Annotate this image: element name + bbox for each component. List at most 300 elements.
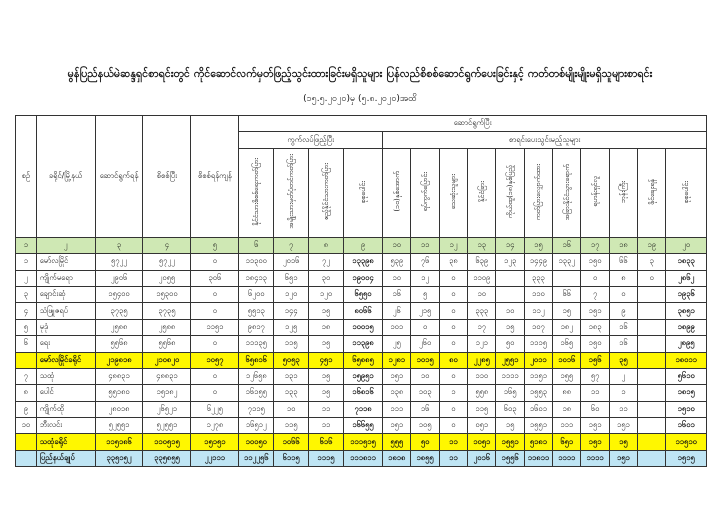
table-cell: ၅၅၅ [383, 434, 411, 450]
table-cell: ၂၆၅၂၁ [143, 401, 191, 417]
table-cell: ၀ [191, 368, 239, 384]
table-cell: ၁၅၆ [581, 352, 609, 368]
table-cell: ၃၀ [309, 270, 344, 286]
table-cell: ၀ [191, 336, 239, 352]
table-row [16, 254, 707, 270]
table-cell: ၁၀၅၁ [468, 434, 496, 450]
table-cell: ၀ [581, 270, 609, 286]
table-cell: ၁၁၁ [553, 418, 581, 434]
table-cell: ၂၂၈၅ [468, 352, 496, 368]
table-cell: ၃၈၅၁ [666, 303, 707, 319]
table-cell: ၁၃၈ [383, 385, 411, 401]
header-col-r9: ဘုန်းကြီး [609, 148, 637, 237]
table-cell: ၁၂၅ [274, 319, 309, 335]
table-cell: ၁၅၄၀၀ [95, 286, 143, 302]
table-cell: ၇၆ [411, 254, 439, 270]
header-district: ခရိုင်/မြို့နယ် [36, 116, 95, 238]
table-cell: ၁၈ [553, 401, 581, 417]
table-cell: ၉ [16, 401, 37, 417]
table-cell: ၁၅ [309, 385, 344, 401]
table-cell: ဘီးလင်း [36, 418, 95, 434]
table-cell: ၁၈၃၃ [666, 254, 707, 270]
table-cell: ၁၅၅ [553, 368, 581, 384]
table-cell: ၁၀ [16, 418, 37, 434]
table-cell: ၁၁၁၅ [309, 450, 344, 466]
table-cell: ၅၅၆၈ [143, 336, 191, 352]
table-cell: သထုံ [36, 368, 95, 384]
table-cell: ၁၀ [383, 270, 411, 286]
table-cell: ၀ [439, 418, 467, 434]
table-cell [638, 418, 666, 434]
table-cell: ၁၂၁ [468, 336, 496, 352]
table-cell: ၁၁၁၈၁၁ [343, 450, 382, 466]
table-cell: ၁၅၅၆ [496, 450, 524, 466]
table-cell: ၁၀၀၅၀ [239, 434, 274, 450]
table-cell: ၂၉၀၆ [95, 270, 143, 286]
table-cell: ၁၆၅ [553, 336, 581, 352]
table-cell: ၅၆၁၀ [666, 368, 707, 384]
table-cell: ၃၈ [439, 254, 467, 270]
table-cell: ၁၁၅၁ [524, 368, 552, 384]
header-col-r2: ရပ်ကွက်ပြောင်း [411, 148, 439, 237]
table-cell: ၂၁၅ [411, 303, 439, 319]
table-row [16, 401, 707, 417]
table-cell: ၀ [439, 368, 467, 384]
table-cell: ၁၀ [274, 401, 309, 417]
table-cell: ၁၀၀၁၅ [343, 319, 382, 335]
table-cell: ၁၁၁၁ [581, 450, 609, 466]
table-cell: သံဖြူဇရပ် [36, 303, 95, 319]
column-number: ၁၉ [638, 237, 666, 253]
table-cell: ၇ [581, 286, 609, 302]
table-cell: ၅၅၈ [468, 385, 496, 401]
table-cell: ၁၃၃၂ [553, 254, 581, 270]
table-cell: ၈ [16, 385, 37, 401]
table-cell [638, 368, 666, 384]
district-subtotal-row [16, 434, 707, 450]
table-cell: ၁၅ [309, 368, 344, 384]
table-cell: ၁၁ [309, 401, 344, 417]
table-cell: ပြည်နယ်ချုပ် [36, 450, 95, 466]
table-cell: ၁၅၁၈၂ [143, 385, 191, 401]
table-cell: ၅၀ [496, 336, 524, 352]
table-cell: ၂ [609, 368, 637, 384]
table-cell: ၆၅၅၀ [343, 286, 382, 302]
table-cell: ၃၃၃ [468, 303, 496, 319]
column-number-row [16, 237, 707, 253]
table-cell: ၁၀၅ [411, 418, 439, 434]
table-cell: ၁၀၇ [524, 319, 552, 335]
column-number: ၂၀ [666, 237, 707, 253]
table-cell: ၅၇၂၂ [95, 254, 143, 270]
table-cell: ၁၁၁၅၁၅ [343, 434, 382, 450]
table-cell: ၆၁၁၅ [274, 450, 309, 466]
table-body [16, 237, 707, 466]
table-cell: ၈ [609, 270, 637, 286]
table-cell: ၄၅၁ [309, 352, 344, 368]
table-cell: ၀ [439, 319, 467, 335]
header-col-r10: ဖိုင်ချေးရန် [638, 148, 666, 237]
header-col-r1: (၁၀)နှစ်အောက် [383, 148, 411, 237]
table-cell: ၁၅၁ [581, 434, 609, 450]
table-cell: ၅ [16, 319, 37, 335]
table-cell: ၂၂၁၁၁ [191, 450, 239, 466]
header-to-do: ဆောင်ရွက်ရန် [95, 116, 143, 238]
table-cell: ၅၁၈၁ [524, 434, 552, 450]
table-cell: ၁၁၅ [274, 336, 309, 352]
column-number: ၄ [143, 237, 191, 253]
table-cell: ၃၀၆ [191, 270, 239, 286]
table-cell: ၁၃၃ [274, 385, 309, 401]
table-cell: ၂၀၁၆ [274, 254, 309, 270]
column-number: ၁၀ [383, 237, 411, 253]
district-subtotal-row [16, 352, 707, 368]
table-cell: ၅၃၉ [383, 254, 411, 270]
header-col-f2: အမျိုးသားမှတ်ပုံတင်ကတ်ပြား [274, 148, 309, 237]
table-cell: ၁၅၀ [581, 254, 609, 270]
table-cell: ၉ [609, 303, 637, 319]
table-cell: ၅၂၅၅၁ [95, 418, 143, 434]
table-cell: ၂၀၁၆ [468, 450, 496, 466]
table-cell: ၁၈၄၁၃ [239, 270, 274, 286]
table-cell: ၀ [609, 286, 637, 302]
table-cell: ၁၅၁၅၁ [191, 434, 239, 450]
column-number: ၁ [16, 237, 37, 253]
table-cell: ၁၀၁၅ [411, 352, 439, 368]
table-cell: ၈၈ [553, 385, 581, 401]
table-cell [553, 270, 581, 286]
table-cell: ၀ [191, 286, 239, 302]
table-cell [638, 401, 666, 417]
table-cell: ၁၆ [383, 286, 411, 302]
table-cell: ၁၆၅၁၂ [239, 418, 274, 434]
column-number: ၇ [274, 237, 309, 253]
table-cell: ၃၇၃၅ [143, 303, 191, 319]
table-cell [638, 336, 666, 352]
table-cell: ၁၁၅ [468, 401, 496, 417]
column-number: ၁၅ [524, 237, 552, 253]
table-cell: ၂၀၅၅ [143, 270, 191, 286]
table-cell: ၃၃၅၈၅၅ [143, 450, 191, 466]
table-cell: ၅၂၅၅၁ [143, 418, 191, 434]
table-cell: ၁၅၁ [383, 418, 411, 434]
table-cell: ၁၆၁၅၅ [239, 385, 274, 401]
table-cell: ၁၅ [609, 434, 637, 450]
table-cell: ၆၅၈၁၆ [239, 352, 274, 368]
table-cell: ၆၅၁ [553, 434, 581, 450]
table-cell: ၁၈၃ [581, 319, 609, 335]
table-cell: ၇၁၁၈ [343, 401, 382, 417]
table-cell: ၁၅၅၁ [496, 434, 524, 450]
table-cell: ချောင်းဆုံ [36, 286, 95, 302]
table-cell: ၆၆ [609, 254, 637, 270]
table-cell: ၂၅၈၈ [143, 319, 191, 335]
page-title: မွန်ပြည်နယ်မဲဆန္ဒရှင်စာရင်းတွင် ကိုင်ဆောင်လက်မှတ်ဖြည့်သွင်းထားခြင်းမရှိသူများ ပြန်လည်စိစစ်ဆောင်ရွက်ပေးခြင်းနှင့် ကတ်တစ်မျိုးမျိုးမရှိသူများစာရင်း [67, 68, 653, 80]
table-cell: ၁၁၁၅ [524, 336, 552, 352]
table-cell: ၁၅၁ [609, 450, 637, 466]
table-cell: ၁၆၆၅၅ [343, 418, 382, 434]
table-cell: ၁၀၃ [411, 385, 439, 401]
table-cell: ၁၁ [609, 401, 637, 417]
column-number: ၁၁ [411, 237, 439, 253]
header-col-r4: နိုင်ငံခြား [468, 148, 496, 237]
header-col-r11: စုစုပေါင်း [666, 148, 707, 237]
table-cell: ၁၁၅ [274, 418, 309, 434]
table-cell: ၁၃၃၉၈ [343, 254, 382, 270]
table-cell: ပေါင် [36, 385, 95, 401]
table-cell: ၂၈၀၁၈ [95, 401, 143, 417]
table-cell: ၁၆ [609, 319, 637, 335]
table-cell [496, 270, 524, 286]
table-cell: ၄၈၈၃၁ [143, 368, 191, 384]
table-cell: ၁၅ [496, 319, 524, 335]
table-cell: ၁ [439, 385, 467, 401]
report-table [15, 115, 707, 467]
table-cell: ၀ [439, 286, 467, 302]
table-cell: ၁၁၁၁ [496, 368, 524, 384]
table-cell: ၅၇ [581, 368, 609, 384]
column-number: ၃ [95, 237, 143, 253]
table-row [16, 286, 707, 302]
table-cell [638, 450, 666, 466]
table-cell: ၁၈၀၁၁ [666, 352, 707, 368]
column-number: ၆ [239, 237, 274, 253]
table-cell: ၁၈၉၉ [666, 319, 707, 335]
table-cell: ၂၈၉၅ [666, 336, 707, 352]
table-cell: ၁၀၆၆ [274, 434, 309, 450]
table-cell: ၁၁၀ [468, 368, 496, 384]
table-cell: ၆၅၁ [274, 270, 309, 286]
table-cell: သထုံခရိုင် [36, 434, 95, 450]
table-cell: ၅ [411, 286, 439, 302]
table-cell: ၅၀၅၃ [274, 352, 309, 368]
table-cell: ၁၅၁ [581, 418, 609, 434]
table-cell: ၃၅ [609, 352, 637, 368]
table-cell: ၁၀၁ [383, 319, 411, 335]
table-cell: ၁၅၁ [581, 303, 609, 319]
table-cell [638, 303, 666, 319]
table-cell: ၁၂၇၈ [191, 418, 239, 434]
table-cell: ၀ [439, 336, 467, 352]
column-number: ၁၄ [496, 237, 524, 253]
table-cell: ၁၁၈၁၁ [524, 450, 552, 466]
header-col-r6: ကတ်ပြားလျှောက်ထား [524, 148, 552, 237]
table-cell: ၇၁၁၅ [239, 401, 274, 417]
column-number: ၅ [191, 237, 239, 253]
column-number: ၂ [36, 237, 95, 253]
table-cell: ၆၆ [553, 286, 581, 302]
table-cell: ၁၁၁၃၅ [239, 336, 274, 352]
table-cell: ၁၃၁ [274, 368, 309, 384]
table-cell [638, 319, 666, 335]
table-row [16, 418, 707, 434]
header-col-r3: သေဆုံးသူများ [439, 148, 467, 237]
table-cell: ၁၁၃၀၀ [239, 254, 274, 270]
table-cell: ၁၅၁ [609, 418, 637, 434]
header-col-r5: ကိုယ်ထူ(၁၈)နှစ်ပြည့် [496, 148, 524, 237]
table-cell: ၁၈၅၅ [411, 450, 439, 466]
table-cell: ၃ [16, 286, 37, 302]
table-cell: ၁၆၅ [496, 385, 524, 401]
table-cell: ၁၀ [496, 303, 524, 319]
column-number: ၁၈ [609, 237, 637, 253]
table-cell: ၂၆ [383, 303, 411, 319]
table-cell: ၈၀၆၆ [343, 303, 382, 319]
table-cell: ၆၀၃ [496, 401, 524, 417]
table-cell: ၁၅၁၀ [666, 401, 707, 417]
table-cell: ကျိုက်မရော [36, 270, 95, 286]
table-cell: ၂၈၆၂ [666, 270, 707, 286]
table-cell: ရေး [36, 336, 95, 352]
table-cell: ၁၁၁၁ [553, 450, 581, 466]
table-cell [638, 286, 666, 302]
table-cell: ၁၅ [309, 303, 344, 319]
table-cell: ၁ [16, 254, 37, 270]
table-cell: ၇ [16, 368, 37, 384]
column-number: ၁၂ [439, 237, 467, 253]
table-cell: ၁၆ [609, 336, 637, 352]
table-cell: ၅၅၁၃ [239, 303, 274, 319]
table-cell: ၆၅၈၈၅ [343, 352, 382, 368]
header-col-f1: နိုင်ငံသားစိစစ်ရေးကတ်ပြား [239, 148, 274, 237]
table-cell [638, 434, 666, 450]
header-done: ဆောင်ရွက်ပြီး [239, 116, 707, 132]
table-cell: ၁၅၀ [581, 336, 609, 352]
table-cell: ၂၅၈၈ [95, 319, 143, 335]
table-cell: ၈၀ [439, 352, 467, 368]
table-cell: ၅၇၂၂ [143, 254, 191, 270]
table-cell: ၁၀ [411, 368, 439, 384]
table-cell: ၁၂၀ [309, 286, 344, 302]
table-cell: ၄၈၈၃၁ [95, 368, 143, 384]
table-cell: ၁၂၃ [496, 254, 524, 270]
table-cell: ၁၅၁ [383, 368, 411, 384]
header-no: စဉ် [16, 116, 37, 238]
table-cell: ၂၁၀၈၂၀ [143, 352, 191, 368]
table-cell: ၁၉၃၆ [666, 286, 707, 302]
table-row [16, 303, 707, 319]
table-row [16, 336, 707, 352]
table-cell: ၁၁၅၁ [191, 319, 239, 335]
column-number: ၁၃ [468, 237, 496, 253]
table-cell: ၁၆၈၁၆ [343, 385, 382, 401]
table-row [16, 270, 707, 286]
table-cell: ၀ [191, 254, 239, 270]
column-number: ၈ [309, 237, 344, 253]
table-cell: ၁၁၀၉ [468, 270, 496, 286]
header-reason-group: စာရင်းပေးသွင်းမည့်သူများ [383, 132, 707, 148]
table-cell: ၁၅ [553, 303, 581, 319]
table-cell [496, 286, 524, 302]
header-col-f3: ဧည့်နိုင်ငံသားကတ်ပြား [309, 148, 344, 237]
table-cell: ၁၇ [468, 319, 496, 335]
table-cell: ၁၂၈၁ [383, 352, 411, 368]
table-cell: ၁၁ [439, 450, 467, 466]
table-cell: ၁၁ [309, 418, 344, 434]
table-cell: ၁၂၀ [274, 286, 309, 302]
table-cell: ၁၅၅၃ [524, 385, 552, 401]
header-col-total-filled: စုစုပေါင်း [343, 148, 382, 237]
table-cell: ၃၃၃ [524, 270, 552, 286]
table-cell: ၀ [191, 303, 239, 319]
table-cell: ၁၁၅၁၀ [666, 434, 707, 450]
table-cell: ၅၀ [411, 434, 439, 450]
table-cell: ၁၄၄ [274, 303, 309, 319]
table-cell: ၁၅၉၅၁ [343, 368, 382, 384]
table-cell: ၆၁၆ [309, 434, 344, 450]
table-cell: ၁၁၃၉၈ [343, 336, 382, 352]
column-number: ၉ [343, 237, 382, 253]
table-cell: ၆၂၂၅ [191, 401, 239, 417]
header-checked: စိစစ်ပြီး [143, 116, 191, 238]
table-cell: ၃၇၃၅ [95, 303, 143, 319]
table-cell: ၀ [439, 270, 467, 286]
header-remaining: စိစစ်ရန်ကျန် [191, 116, 239, 238]
table-cell: ၁၈၁၈ [383, 450, 411, 466]
table-row [16, 319, 707, 335]
table-cell: ၅၅၁၈၀ [95, 385, 143, 401]
table-cell: ၆၀ [581, 401, 609, 417]
table-row [16, 368, 707, 384]
table-cell [638, 352, 666, 368]
table-cell: မော်လမြိုင် [36, 254, 95, 270]
table-cell: ၁၅၁၅ [666, 450, 707, 466]
table-cell: ၁၅၅၁ [524, 418, 552, 434]
table-row [16, 385, 707, 401]
table-cell: ၇၂ [309, 254, 344, 270]
table-cell: ၁၁ [581, 385, 609, 401]
table-cell: ၁၁၂၂၅၆ [239, 450, 274, 466]
table-cell: ၁၄၄၉ [524, 254, 552, 270]
table-cell: ၁၆၀၁ [666, 418, 707, 434]
table-cell: ၁၀၁၆ [553, 352, 581, 368]
column-number: ၁၇ [581, 237, 609, 253]
table-cell: ၂၀၁၁ [524, 352, 552, 368]
table-cell: ၃ [638, 254, 666, 270]
table-cell: ၀ [638, 270, 666, 286]
table-cell: ၀ [191, 385, 239, 401]
table-cell: ၁၈ [309, 319, 344, 335]
column-number: ၁၆ [553, 237, 581, 253]
header-col-r8: ရဟန်းရှင်လူ [581, 148, 609, 237]
table-cell: ၆၂၀၀ [239, 286, 274, 302]
table-cell: ၀ [411, 319, 439, 335]
table-cell: ၂၅ [383, 336, 411, 352]
table-cell: ၁၁၅၁၈၆ [95, 434, 143, 450]
table-cell: ၀၅၁ [468, 418, 496, 434]
table-cell: ၁၈၁၅ [666, 385, 707, 401]
table-cell: ၁ [609, 385, 637, 401]
table-cell: ၁၂၆၅၈ [239, 368, 274, 384]
table-cell: ၁၅ [309, 336, 344, 352]
table-cell: ၁၁၁ [383, 401, 411, 417]
table-cell: ၁၁၀၅၁၅ [143, 434, 191, 450]
table-cell [16, 352, 37, 368]
table-cell [16, 450, 37, 466]
table-cell: ၁၀၅၇ [191, 352, 239, 368]
table-cell: ၄ [16, 303, 37, 319]
header-filled: ကွက်လပ်ဖြည့်ပြီး [239, 132, 383, 148]
table-cell: ၁၆ [411, 401, 439, 417]
table-cell: ၁၈၂ [553, 319, 581, 335]
table-cell: ၁၁၀ [524, 286, 552, 302]
table-cell: ၂၆၀ [411, 336, 439, 352]
table-cell: ၂ [16, 270, 37, 286]
state-total-row [16, 450, 707, 466]
table-cell: ၁၅ [496, 418, 524, 434]
table-cell [638, 385, 666, 401]
date-range: (၁၅.၅.၂၀၂၀)မှ (၅.၈.၂၀၂၀)အထိ [303, 94, 417, 104]
